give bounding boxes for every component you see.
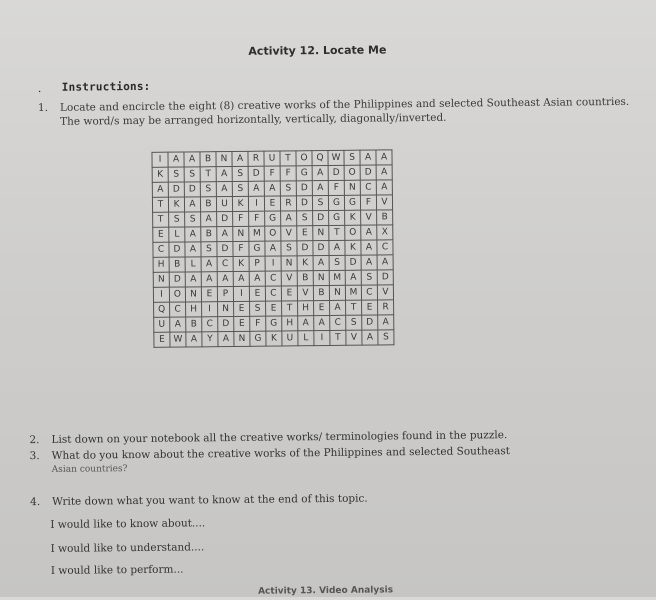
puzzle-cell[interactable]: I [152,152,168,167]
puzzle-cell[interactable]: K [297,256,313,271]
puzzle-cell[interactable]: I [153,287,169,302]
puzzle-cell[interactable]: F [249,211,265,226]
puzzle-cell[interactable]: A [377,255,393,270]
puzzle-cell[interactable]: B [201,227,217,242]
puzzle-cell[interactable]: A [329,240,345,255]
puzzle-cell[interactable]: F [264,166,280,181]
puzzle-cell[interactable]: D [296,196,312,211]
puzzle-cell[interactable]: E [234,316,250,331]
puzzle-cell[interactable]: H [282,316,298,331]
puzzle-cell[interactable]: N [233,226,249,241]
puzzle-cell[interactable]: O [344,165,360,180]
puzzle-cell[interactable]: A [314,315,330,330]
puzzle-cell[interactable]: S [169,212,185,227]
puzzle-cell[interactable]: H [153,257,169,272]
prompt-know: I would like to know about.... [50,517,206,531]
puzzle-cell[interactable]: I [248,196,264,211]
puzzle-cell[interactable]: A [170,317,186,332]
puzzle-cell[interactable]: K [232,196,248,211]
puzzle-cell[interactable]: R [280,196,296,211]
puzzle-cell[interactable]: V [281,226,297,241]
puzzle-cell[interactable]: A [376,150,392,165]
puzzle-cell[interactable]: N [153,272,169,287]
puzzle-cell[interactable]: S [346,315,362,330]
puzzle-cell[interactable]: D [217,211,233,226]
puzzle-cell[interactable]: E [153,227,169,242]
puzzle-cell[interactable]: W [328,150,344,165]
puzzle-cell[interactable]: A [233,271,249,286]
puzzle-cell[interactable]: E [264,196,280,211]
puzzle-cell[interactable]: S [361,270,377,285]
puzzle-cell[interactable]: H [186,302,202,317]
puzzle-cell[interactable]: B [297,271,313,286]
puzzle-cell[interactable]: A [376,165,392,180]
puzzle-cell[interactable]: A [184,197,200,212]
puzzle-cell[interactable]: T [200,167,216,182]
puzzle-cell[interactable]: D [360,165,376,180]
puzzle-row [154,330,394,348]
puzzle-cell[interactable]: G [328,195,344,210]
puzzle-cell[interactable]: S [232,181,248,196]
puzzle-cell[interactable]: D [217,241,233,256]
puzzle-cell[interactable]: A [298,316,314,331]
puzzle-cell[interactable]: D [184,182,200,197]
puzzle-cell[interactable]: T [282,301,298,316]
puzzle-cell[interactable]: A [248,181,264,196]
prompt-perform: I would like to perform... [50,563,184,577]
puzzle-cell[interactable]: O [169,287,185,302]
puzzle-cell[interactable]: X [377,225,393,240]
puzzle-cell[interactable]: T [329,225,345,240]
puzzle-cell[interactable]: A [378,315,394,330]
puzzle-cell[interactable]: A [376,180,392,195]
puzzle-cell[interactable]: G [249,241,265,256]
puzzle-cell[interactable]: E [314,300,330,315]
puzzle-cell[interactable]: D [296,181,312,196]
puzzle-cell[interactable]: S [297,211,313,226]
puzzle-cell[interactable]: D [297,241,313,256]
puzzle-cell[interactable]: D [248,166,264,181]
puzzle-cell[interactable]: D [313,240,329,255]
puzzle-cell[interactable]: L [298,331,314,346]
puzzle-cell[interactable]: G [329,210,345,225]
bullet-marker: . [37,81,42,96]
puzzle-cell[interactable]: A [217,226,233,241]
puzzle-cell[interactable]: B [186,317,202,332]
puzzle-cell[interactable]: S [200,182,216,197]
puzzle-cell[interactable]: D [328,165,344,180]
puzzle-cell[interactable]: U [154,317,170,332]
puzzle-cell[interactable]: U [282,331,298,346]
word-search-body [152,150,394,348]
puzzle-cell[interactable]: A [186,332,202,347]
question-number: 3. [29,450,40,463]
question-text: List down on your notebook all the creative works/ terminologies found in the puzzle. [51,429,508,446]
puzzle-cell[interactable]: I [265,256,281,271]
puzzle-cell[interactable]: K [345,240,361,255]
next-activity-heading: Activity 13. Video Analysis [258,585,394,597]
puzzle-cell[interactable]: S [344,150,360,165]
puzzle-cell[interactable]: M [249,226,265,241]
puzzle-cell[interactable]: S [201,242,217,257]
puzzle-cell[interactable]: S [280,181,296,196]
puzzle-cell[interactable]: N [216,151,232,166]
puzzle-cell[interactable]: A [232,151,248,166]
puzzle-cell[interactable]: Y [202,332,218,347]
puzzle-cell[interactable]: K [152,167,168,182]
puzzle-cell[interactable]: W [170,332,186,347]
prompt-understand: I would like to understand.... [50,541,205,555]
puzzle-cell[interactable]: R [378,300,394,315]
puzzle-cell[interactable]: A [265,241,281,256]
puzzle-cell[interactable]: O [345,225,361,240]
puzzle-cell[interactable]: K [345,210,361,225]
puzzle-cell[interactable]: A [360,150,376,165]
puzzle-cell[interactable]: A [185,242,201,257]
puzzle-cell[interactable]: F [233,241,249,256]
puzzle-cell[interactable]: E [201,287,217,302]
puzzle-cell[interactable]: B [377,210,393,225]
puzzle-cell[interactable]: A [201,272,217,287]
puzzle-cell[interactable]: I [202,302,218,317]
puzzle-cell[interactable]: D [345,255,361,270]
puzzle-cell[interactable]: F [328,180,344,195]
puzzle-cell[interactable]: E [362,300,378,315]
puzzle-cell[interactable]: E [154,332,170,347]
puzzle-cell[interactable]: N [234,331,250,346]
puzzle-cell[interactable]: P [249,256,265,271]
puzzle-cell[interactable]: C [202,317,218,332]
puzzle-cell[interactable]: A [312,180,328,195]
question-4 [30,492,368,510]
puzzle-cell[interactable]: V [281,271,297,286]
puzzle-cell[interactable]: V [377,285,393,300]
puzzle-cell[interactable]: G [265,211,281,226]
puzzle-cell[interactable]: Q [312,150,328,165]
puzzle-cell[interactable]: C [330,315,346,330]
item-number: 1. [37,101,49,115]
puzzle-cell[interactable]: A [185,227,201,242]
puzzle-cell[interactable]: N [329,285,345,300]
puzzle-cell[interactable]: F [250,316,266,331]
puzzle-cell[interactable]: K [266,331,282,346]
instruction-item-1 [38,95,638,129]
puzzle-cell[interactable]: S [281,241,297,256]
puzzle-cell[interactable]: A [152,182,168,197]
puzzle-cell[interactable]: A [345,270,361,285]
puzzle-cell[interactable]: D [218,316,234,331]
puzzle-cell[interactable]: V [346,330,362,345]
puzzle-cell[interactable]: C [170,302,186,317]
puzzle-cell[interactable]: L [185,257,201,272]
puzzle-cell[interactable]: I [314,330,330,345]
puzzle-cell[interactable]: A [216,181,232,196]
puzzle-cell[interactable]: C [153,242,169,257]
puzzle-cell[interactable]: S [312,195,328,210]
puzzle-cell[interactable]: N [344,180,360,195]
puzzle-cell[interactable]: A [201,212,217,227]
puzzle-cell[interactable]: G [250,331,266,346]
puzzle-cell[interactable]: E [234,301,250,316]
puzzle-cell[interactable]: A [216,166,232,181]
instructions-label: Instructions: [61,79,151,94]
puzzle-cell[interactable]: S [250,301,266,316]
puzzle-cell[interactable]: D [362,315,378,330]
puzzle-cell[interactable]: S [232,166,248,181]
puzzle-cell[interactable]: M [345,285,361,300]
puzzle-cell[interactable]: E [297,226,313,241]
puzzle-cell[interactable]: L [169,227,185,242]
puzzle-cell[interactable]: N [281,256,297,271]
puzzle-cell[interactable]: C [360,180,376,195]
puzzle-cell[interactable]: T [152,197,168,212]
puzzle-cell[interactable]: U [216,196,232,211]
puzzle-cell[interactable]: D [377,270,393,285]
puzzle-cell[interactable]: U [264,151,280,166]
puzzle-cell[interactable]: I [233,286,249,301]
puzzle-cell[interactable]: B [200,152,216,167]
puzzle-cell[interactable]: A [312,165,328,180]
puzzle-cell[interactable]: N [218,301,234,316]
puzzle-cell[interactable]: O [265,226,281,241]
puzzle-cell[interactable]: V [361,210,377,225]
puzzle-cell[interactable]: S [378,330,394,345]
activity-title: Activity 12. Locate Me [248,43,387,58]
puzzle-cell[interactable]: D [169,242,185,257]
puzzle-cell[interactable]: Q [154,302,170,317]
puzzle-cell[interactable]: S [184,167,200,182]
puzzle-cell[interactable]: B [200,197,216,212]
question-number: 2. [29,434,40,447]
puzzle-cell[interactable]: V [376,195,392,210]
puzzle-cell[interactable]: C [217,256,233,271]
puzzle-cell[interactable]: B [313,285,329,300]
word-search-grid [151,149,394,348]
puzzle-cell[interactable]: M [329,270,345,285]
puzzle-cell[interactable]: C [265,271,281,286]
question-text: What do you know about the creative works of the Philippines and selected Southeast [51,445,511,462]
question-text: Write down what you want to know at the end of this topic. [52,492,368,508]
puzzle-cell[interactable]: D [169,272,185,287]
puzzle-cell[interactable]: A [264,181,280,196]
puzzle-cell[interactable]: V [297,286,313,301]
puzzle-cell[interactable]: A [362,330,378,345]
question-number: 4. [30,496,41,509]
puzzle-cell[interactable]: A [218,331,234,346]
puzzle-cell[interactable]: D [313,210,329,225]
puzzle-cell[interactable]: G [296,166,312,181]
puzzle-cell[interactable]: K [233,256,249,271]
puzzle-cell[interactable]: G [344,195,360,210]
puzzle-cell[interactable]: F [360,195,376,210]
puzzle-cell[interactable]: A [185,272,201,287]
puzzle-cell[interactable]: A [201,257,217,272]
puzzle-cell[interactable]: A [281,211,297,226]
puzzle-cell[interactable]: A [361,225,377,240]
puzzle-cell[interactable]: R [248,151,264,166]
puzzle-cell[interactable]: T [346,300,362,315]
item-text: Locate and encircle the eight (8) creative works of the Philippines and selected Southeast Asian countries. The word/s may be arranged horizontally, vertically, diagonally/inverted. [59,95,630,128]
puzzle-cell[interactable]: D [168,182,184,197]
puzzle-cell[interactable]: E [266,301,282,316]
puzzle-cell[interactable]: T [280,151,296,166]
puzzle-cell[interactable]: B [169,257,185,272]
puzzle-cell[interactable]: P [217,286,233,301]
puzzle-cell[interactable]: N [313,270,329,285]
puzzle-cell[interactable]: N [185,287,201,302]
puzzle-cell[interactable]: C [377,240,393,255]
puzzle-cell[interactable]: A [184,152,200,167]
puzzle-cell[interactable]: A [249,271,265,286]
puzzle-cell[interactable]: S [329,255,345,270]
puzzle-cell[interactable]: A [313,255,329,270]
puzzle-cell[interactable]: N [313,225,329,240]
puzzle-cell[interactable]: E [281,286,297,301]
puzzle-cell[interactable]: A [217,271,233,286]
question-3 [30,443,650,477]
puzzle-cell[interactable]: S [185,212,201,227]
puzzle-cell[interactable]: H [298,301,314,316]
puzzle-cell[interactable]: O [296,151,312,166]
question-continuation: Asian countries? [51,464,128,475]
puzzle-cell[interactable]: F [233,211,249,226]
puzzle-cell[interactable]: A [330,300,346,315]
puzzle-cell[interactable]: T [330,330,346,345]
puzzle-cell[interactable]: A [361,240,377,255]
puzzle-cell[interactable]: C [265,286,281,301]
puzzle-cell[interactable]: F [280,166,296,181]
puzzle-cell[interactable]: K [168,197,184,212]
puzzle-cell[interactable]: T [153,212,169,227]
puzzle-cell[interactable]: S [168,167,184,182]
puzzle-cell[interactable]: C [361,285,377,300]
puzzle-cell[interactable]: G [266,316,282,331]
puzzle-cell[interactable]: A [361,255,377,270]
puzzle-cell[interactable]: E [249,286,265,301]
puzzle-cell[interactable]: A [168,152,184,167]
